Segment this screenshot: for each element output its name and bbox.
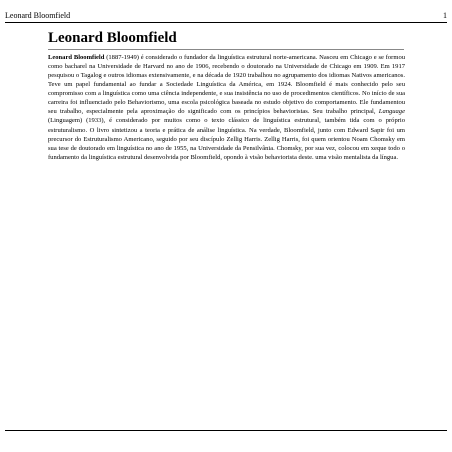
article-title: Leonard Bloomfield bbox=[48, 30, 177, 46]
subject-name: Leonard Bloomfield bbox=[48, 53, 105, 61]
body-text-part-2: (Linguagem) (1933), é considerado por muitos como o texto clássico de linguística estrutural, também tida com o próprio estruturalismo. O livro sintetizou a teoria e prática de análise linguística. Na verdade, Bloomfield, junto com Edward Sapir foi um precursor do Estruturalismo Americano, seguido por seu discípulo Zellig Harris. Zellig Harris, foi quem orientou Noam Chomsky em sua tese de doutorado em linguística no ano de 1955, na Universidade da Pensilvânia. Chomsky, por sua vez, colocou em xeque todo o fundamento da linguística estrutural desenvolvida por Bloomfield, opondo à visão behaviorista deste. uma visão mentalista da língua. bbox=[48, 117, 405, 161]
book-title: Language bbox=[378, 108, 405, 116]
body-text-part-1: (1887-1949) é considerado o fundador da linguística estrutural norte-americana. Nasceu em Chicago e se formou como bacharel na Universidade de Harvard no ano de 1906, recebendo o doutorado na Universidade de Chicago em 1909. Em 1917 pesquisou o Tagalog e outros idiomas extensivamente, e na década de 1920 trabalhou no agrupamento dos idiomas Nativos americanos. Teve um papel fundamental ao fundar a Sociedade Linguística da América, em 1924. Bloomfield é mais conhecido pelo seu compromisso com a linguística como uma ciência independente, e sua insistência no uso de procedimentos científicos. No início de sua carreira foi influenciado pelo Behaviorismo, uma escola psicológica baseada no estudo objetivo do comportamento. Ele fundamentou seu trabalho, especialmente pela aproximação do significado com os princípios behavioristas. Seu trabalho principal, bbox=[48, 53, 405, 116]
footer-divider bbox=[5, 430, 447, 431]
running-title: Leonard Bloomfield bbox=[5, 11, 71, 20]
page-number: 1 bbox=[443, 11, 447, 20]
article-body bbox=[48, 53, 405, 163]
page-header bbox=[5, 10, 447, 23]
title-divider bbox=[48, 49, 404, 50]
